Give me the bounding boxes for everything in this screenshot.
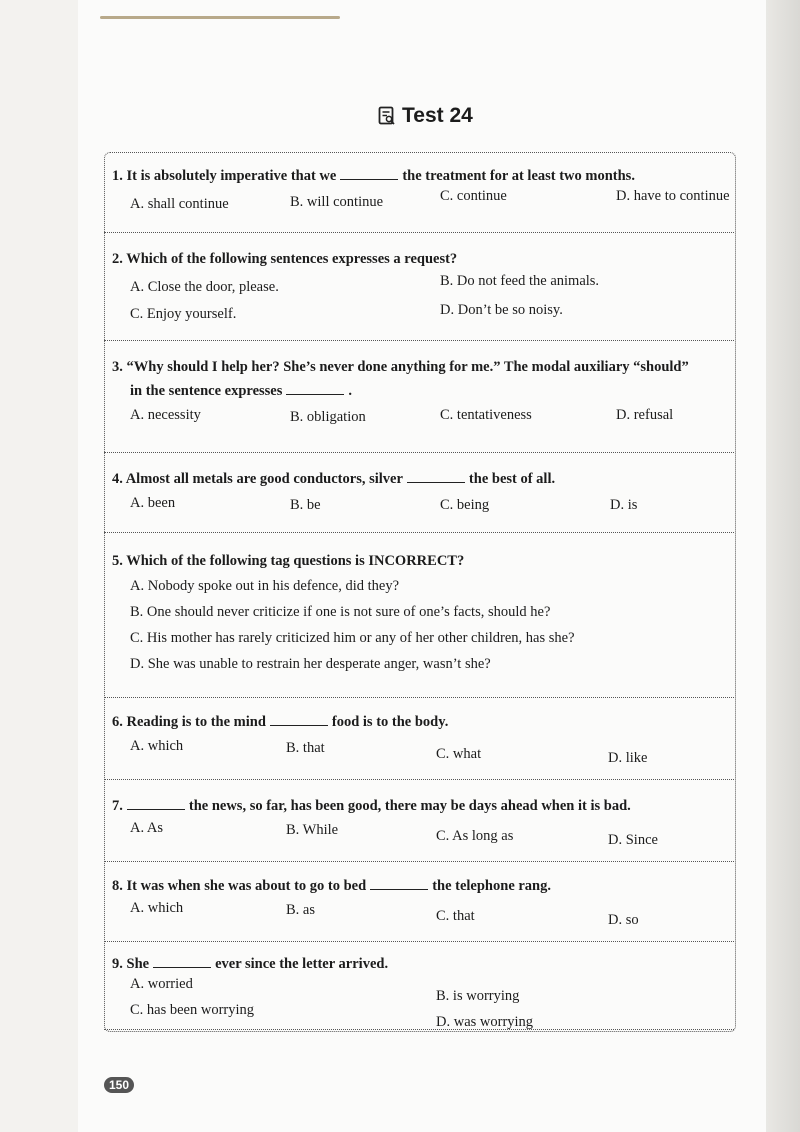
question-1 [104,158,734,233]
option-d[interactable]: D. is [610,497,638,513]
option-b[interactable]: B. is worrying [436,988,520,1004]
option-b[interactable]: B. will continue [290,194,384,210]
option-c[interactable]: C. continue [440,188,507,204]
question-4 [104,453,734,533]
option-d[interactable]: D. so [608,912,639,928]
option-d[interactable]: D. like [608,750,648,766]
option-a[interactable]: A. worried [130,976,193,992]
stem-text: 1. It is absolutely imperative that we [112,168,337,184]
option-b[interactable]: B. obligation [290,409,366,425]
question-stem [112,341,726,403]
option-b[interactable]: B. be [290,497,321,513]
stem-text: 8. It was when she was about to go to bed [112,878,367,894]
title-text: Test 24 [402,104,473,127]
option-d[interactable]: D. She was unable to restrain her desperate anger, wasn’t she? [130,656,491,672]
stem-text: the best of all. [468,471,556,487]
answer-blank [370,875,428,890]
option-c[interactable]: C. has been worrying [130,1002,255,1018]
question-stem [112,780,726,818]
option-a[interactable]: A. As [130,820,164,836]
option-d[interactable]: D. was worrying [436,1014,534,1030]
stem-text: the telephone rang. [432,878,551,894]
stem-line-2 [112,379,726,403]
option-a[interactable]: A. Nobody spoke out in his defence, did they? [130,578,400,594]
stem-text: 4. Almost all metals are good conductors, silver [112,471,403,487]
option-c[interactable]: C. As long as [436,828,514,844]
question-stem: 5. Which of the following tag questions is INCORRECT? [112,553,465,569]
option-b[interactable]: B. that [286,740,325,756]
option-b[interactable]: B. as [286,902,315,918]
option-b[interactable]: B. Do not feed the animals. [440,273,600,289]
answer-blank [286,380,344,395]
option-c[interactable]: C. Enjoy yourself. [130,306,237,322]
stem-text: 3. “Why should I help her? She’s never done anything for me.” The modal auxiliary “should” [112,359,689,375]
option-a[interactable]: A. necessity [130,407,201,423]
stem-text: the news, so far, has been good, there may be days ahead when it is bad. [188,798,631,814]
stem-text: 9. She [112,956,150,972]
stem-text: ever since the letter arrived. [215,956,389,972]
option-c[interactable]: C. what [436,746,482,762]
answer-blank [407,468,465,483]
stem-text: food is to the body. [331,714,449,730]
option-d[interactable]: D. Don’t be so noisy. [440,302,563,318]
stem-text: the treatment for at least two months. [402,168,635,184]
question-stem [112,942,726,976]
question-5 [104,533,734,698]
question-7 [104,780,734,862]
question-stem [112,698,726,734]
option-a[interactable]: A. been [130,495,176,511]
option-a[interactable]: A. which [130,738,184,754]
option-a[interactable]: A. Close the door, please. [130,279,279,295]
options [112,573,726,677]
question-8 [104,862,734,942]
answer-blank [270,711,328,726]
answer-blank [340,165,398,180]
page-title [378,104,473,128]
page-binding-shadow [766,0,800,1132]
stem-text: 6. Reading is to the mind [112,714,266,730]
option-b[interactable]: B. One should never criticize if one is not sure of one’s facts, should he? [130,604,551,620]
page-top-edge [100,16,340,19]
stem-text: 7. [112,798,123,814]
question-2 [104,233,734,341]
question-stem [112,158,726,188]
question-3 [104,341,734,453]
question-stem [112,453,726,491]
question-stem [112,862,726,898]
option-a[interactable]: A. shall continue [130,196,229,212]
page-number: 150 [104,1077,134,1093]
question-stem: 2. Which of the following sentences expresses a request? [112,251,458,267]
option-a[interactable]: A. which [130,900,184,916]
option-c[interactable]: C. His mother has rarely criticized him or any of her other children, has she? [130,630,575,646]
option-d[interactable]: D. have to continue [616,188,730,204]
option-c[interactable]: C. that [436,908,475,924]
question-9 [104,942,734,1030]
answer-blank [153,953,211,968]
option-c[interactable]: C. being [440,497,490,513]
answer-blank [127,795,185,810]
option-d[interactable]: D. refusal [616,407,674,423]
option-c[interactable]: C. tentativeness [440,407,532,423]
option-d[interactable]: D. Since [608,832,658,848]
stem-text: . [348,383,352,399]
option-b[interactable]: B. While [286,822,339,838]
stem-text: in the sentence expresses [130,383,283,399]
question-6 [104,698,734,780]
document-search-icon [378,106,396,126]
